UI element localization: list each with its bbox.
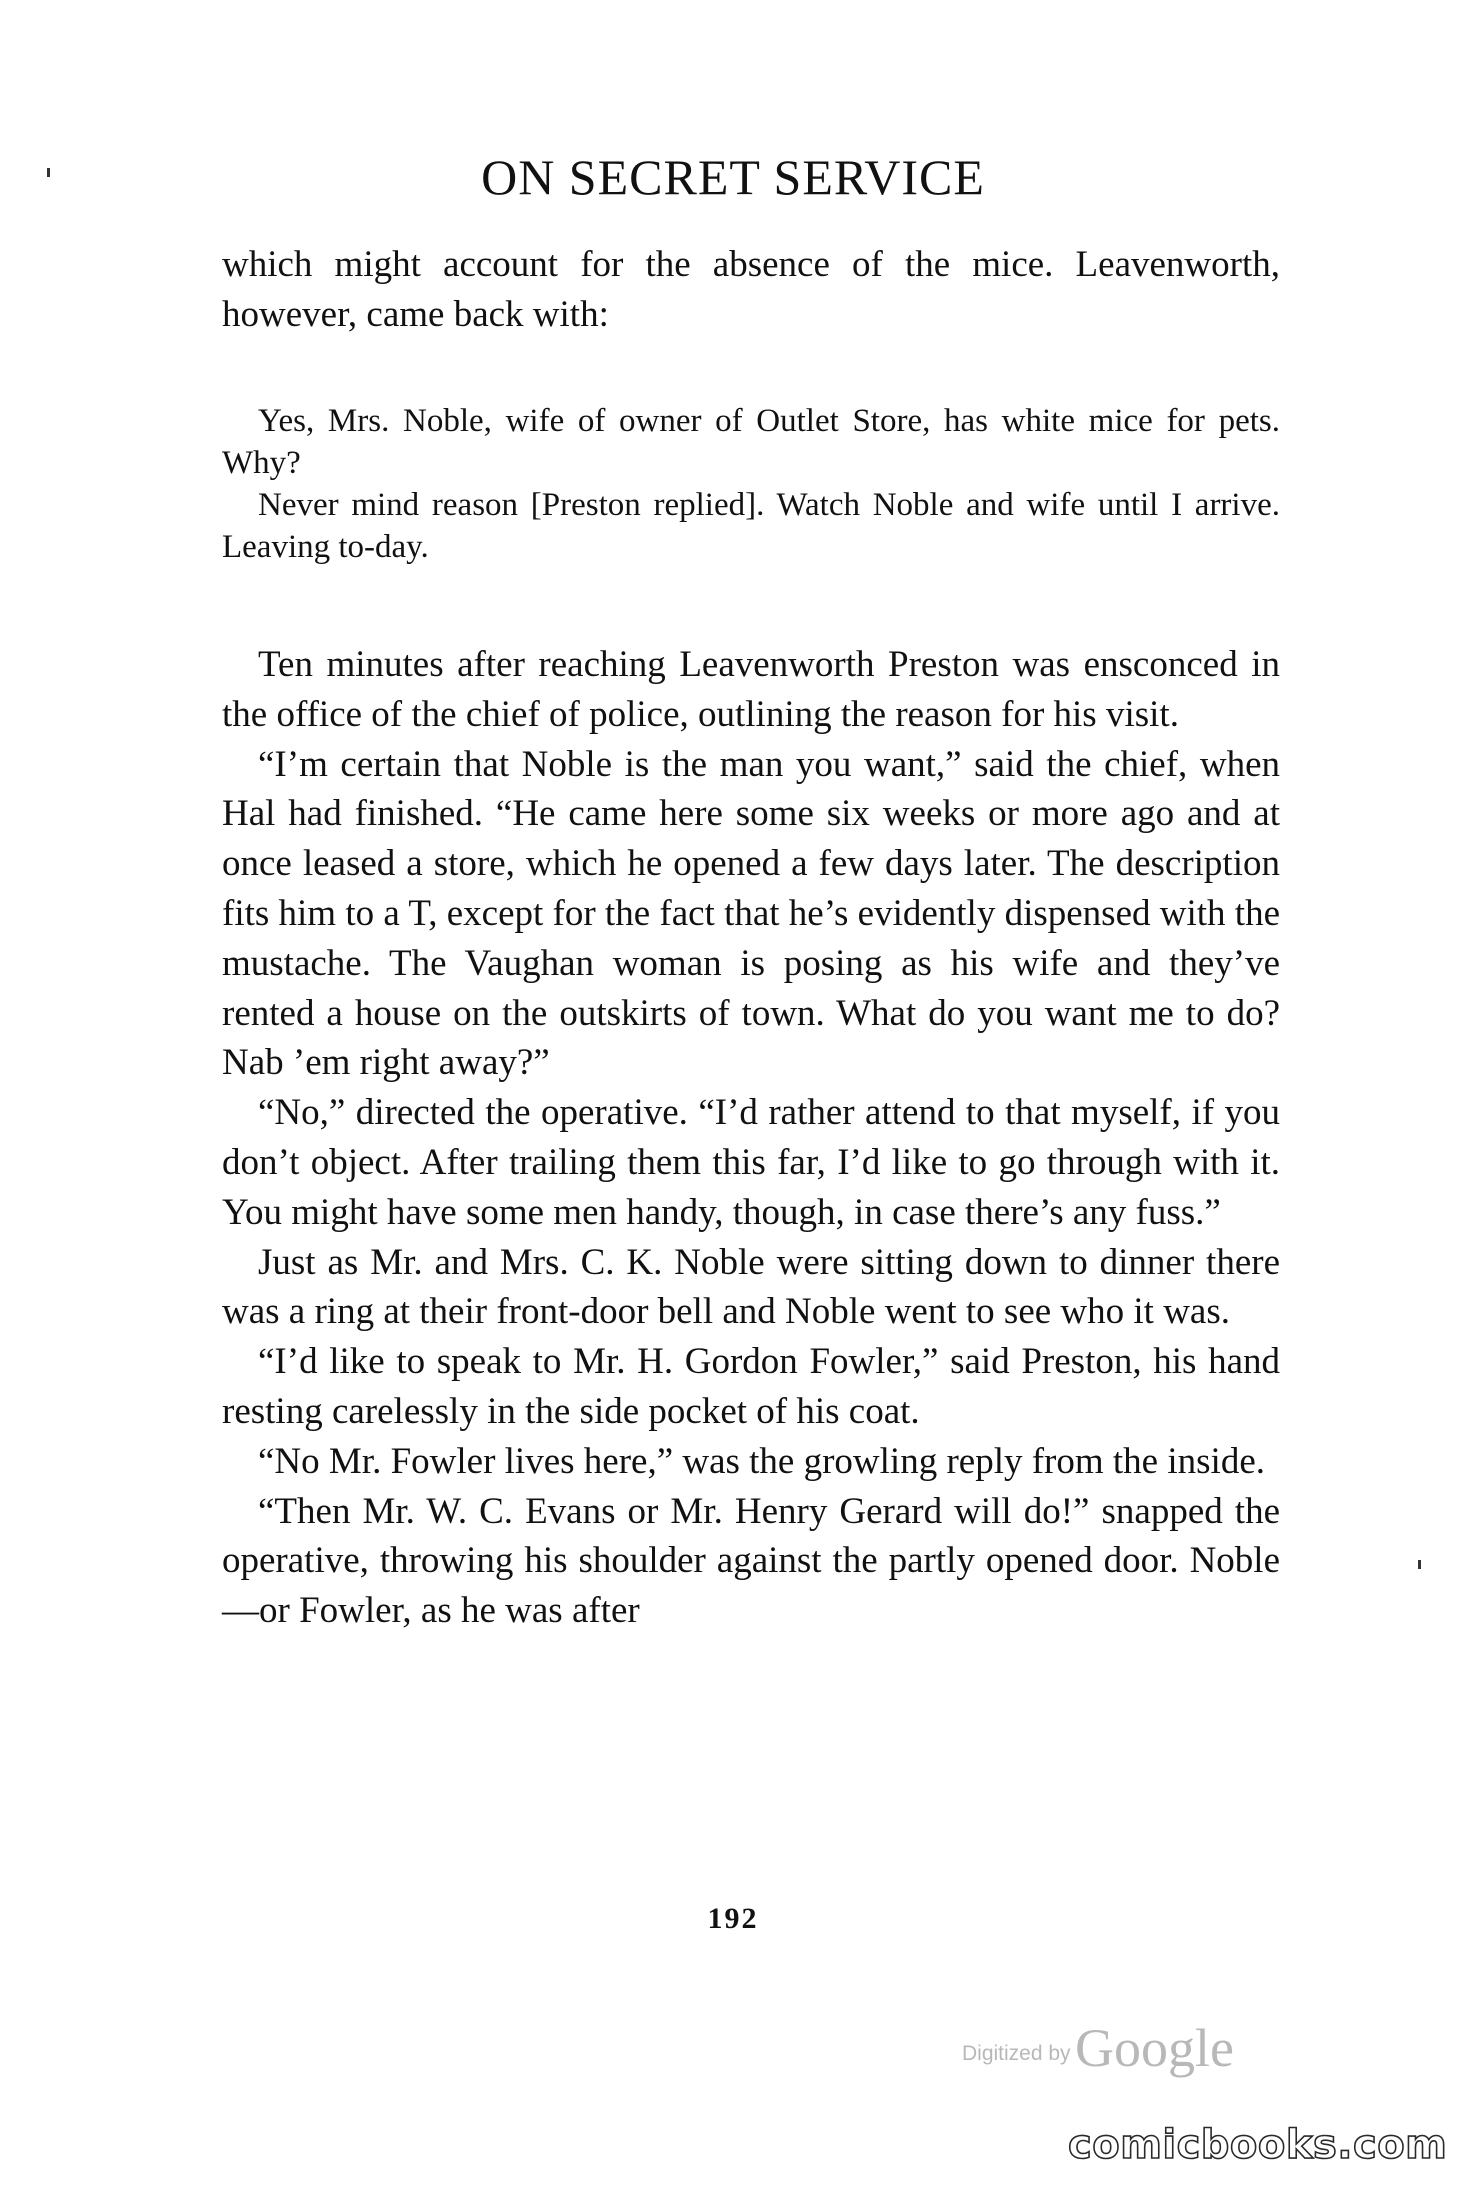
digitized-by-google-mark bbox=[962, 2017, 1234, 2079]
paragraph: “I’d like to speak to Mr. H. Gordon Fowler,” said Preston, his hand resting carelessly in the side pocket of his coat. bbox=[222, 1341, 1280, 1432]
scan-speck bbox=[1418, 1560, 1421, 1569]
running-head: ON SECRET SERVICE bbox=[481, 149, 985, 205]
opening-paragraph-block bbox=[222, 240, 1280, 340]
paragraph: which might account for the absence of the mice. Leavenworth, however, came back with: bbox=[222, 244, 1280, 335]
digitized-label: Digitized by bbox=[962, 2042, 1071, 2065]
paragraph: “Then Mr. W. C. Evans or Mr. Henry Gerard will do!” snapped the operative, throwing his shoulder against the partly opened door. Noble—or Fowler, as he was after bbox=[222, 1490, 1280, 1632]
paragraph: “I’m certain that Noble is the man you want,” said the chief, when Hal had finished. “He came here some six weeks or more ago and at once leased a store, which he opened a few days later. The description fits him to a T, except for the fact that he’s evidently dispensed with the mustache. The Vaughan woman is posing as his wife and they’ve rented a house on the outskirts of town. What do you want me to do? Nab ’em right away?” bbox=[222, 743, 1280, 1084]
paragraph: Ten minutes after reaching Leavenworth Preston was ensconced in the office of the chief of police, outlining the reason for his visit. bbox=[222, 644, 1280, 735]
body-text-block bbox=[222, 640, 1280, 1636]
google-logo: Google bbox=[1075, 2018, 1234, 2078]
paragraph: Just as Mr. and Mrs. C. K. Noble were sitting down to dinner there was a ring at their front-door bell and Noble went to see who it was. bbox=[222, 1241, 1280, 1333]
telegram-quote-block bbox=[222, 400, 1280, 568]
site-watermark: comicbooks.com bbox=[1068, 2122, 1448, 2168]
page-number: 192 bbox=[707, 1902, 759, 1935]
paragraph: “No,” directed the operative. “I’d rather attend to that myself, if you don’t object. After trailing them this far, I’d like to go through with it. You might have some men handy, though, in case there’s any fuss.” bbox=[222, 1092, 1280, 1233]
paragraph: “No Mr. Fowler lives here,” was the growling reply from the inside. bbox=[258, 1440, 1265, 1482]
telegram-line: Never mind reason [Preston replied]. Watch Noble and wife until I arrive. Leaving to-day. bbox=[222, 487, 1280, 565]
telegram-line: Yes, Mrs. Noble, wife of owner of Outlet Store, has white mice for pets. Why? bbox=[222, 403, 1280, 481]
